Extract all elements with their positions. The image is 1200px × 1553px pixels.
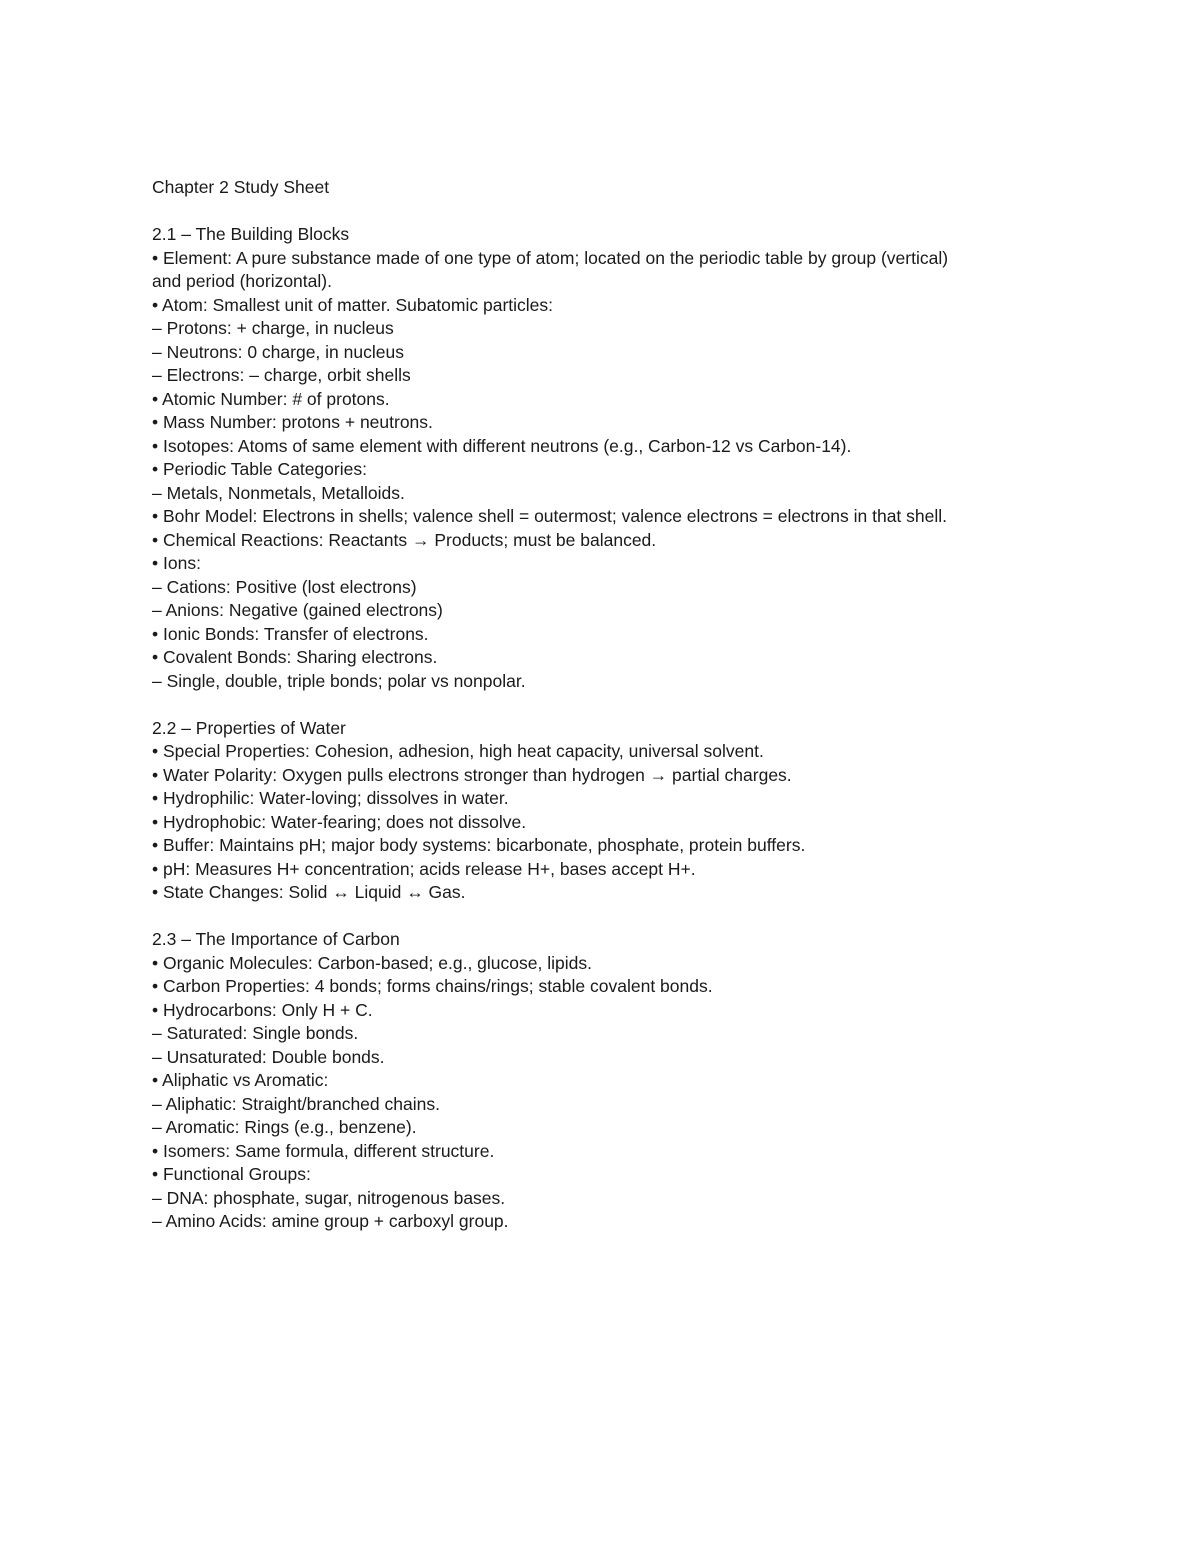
study-sheet-page [152,176,1112,1234]
list-item: • Covalent Bonds: Sharing electrons. [152,647,438,667]
section-properties-of-water [152,717,1112,905]
list-item: • Periodic Table Categories: [152,459,367,479]
list-item: – Cations: Positive (lost electrons) [152,576,417,597]
document-title: Chapter 2 Study Sheet [152,177,330,197]
list-item: • State Changes: Solid ↔ Liquid ↔ Gas. [152,882,466,902]
list-item: and period (horizontal). [152,271,332,291]
list-item: • Chemical Reactions: Reactants → Products; must be balanced. [152,529,657,550]
list-item: • Aliphatic vs Aromatic: [152,1070,329,1090]
list-item: – DNA: phosphate, sugar, nitrogenous bases. [152,1187,506,1208]
list-item: • Bohr Model: Electrons in shells; valence shell = outermost; valence electrons = electrons in that shell. [152,506,948,526]
list-item: – Single, double, triple bonds; polar vs nonpolar. [152,670,526,691]
section-importance-of-carbon [152,928,1112,1234]
list-item: • Carbon Properties: 4 bonds; forms chains/rings; stable covalent bonds. [152,976,713,996]
list-item: • Ions: [152,553,201,573]
list-item: – Protons: + charge, in nucleus [152,318,394,338]
list-item: • Organic Molecules: Carbon-based; e.g., glucose, lipids. [152,952,592,973]
list-item: • Isotopes: Atoms of same element with different neutrons (e.g., Carbon-12 vs Carbon-14). [152,435,852,456]
list-item: – Electrons: – charge, orbit shells [152,365,411,385]
list-item: • Element: A pure substance made of one type of atom; located on the periodic table by group (vertical) [152,247,949,268]
list-item: • Isomers: Same formula, different structure. [152,1140,495,1161]
list-item: • Special Properties: Cohesion, adhesion, high heat capacity, universal solvent. [152,741,764,761]
list-item: • Atomic Number: # of protons. [152,388,390,409]
list-item: • Ionic Bonds: Transfer of electrons. [152,623,429,644]
list-item: – Saturated: Single bonds. [152,1023,359,1043]
list-item: • Mass Number: protons + neutrons. [152,412,433,432]
list-item: • Functional Groups: [152,1164,311,1184]
list-item: • Buffer: Maintains pH; major body systems: bicarbonate, phosphate, protein buffers. [152,835,806,855]
list-item: – Anions: Negative (gained electrons) [152,600,443,620]
list-item: • pH: Measures H+ concentration; acids release H+, bases accept H+. [152,858,696,879]
list-item: – Neutrons: 0 charge, in nucleus [152,341,404,362]
list-item: – Amino Acids: amine group + carboxyl group. [152,1211,509,1231]
section-heading: 2.3 – The Importance of Carbon [152,929,400,949]
list-item: • Water Polarity: Oxygen pulls electrons stronger than hydrogen → partial charges. [152,764,792,785]
list-item: – Metals, Nonmetals, Metalloids. [152,482,405,503]
list-item: • Hydrocarbons: Only H + C. [152,999,373,1020]
section-heading: 2.1 – The Building Blocks [152,224,350,244]
list-item: • Atom: Smallest unit of matter. Subatomic particles: [152,294,554,315]
list-item: – Aromatic: Rings (e.g., benzene). [152,1117,417,1137]
section-heading: 2.2 – Properties of Water [152,717,346,738]
list-item: • Hydrophobic: Water-fearing; does not dissolve. [152,811,527,832]
list-item: – Aliphatic: Straight/branched chains. [152,1093,440,1114]
section-building-blocks [152,223,1112,693]
list-item: – Unsaturated: Double bonds. [152,1046,385,1067]
list-item: • Hydrophilic: Water-loving; dissolves in water. [152,788,509,808]
